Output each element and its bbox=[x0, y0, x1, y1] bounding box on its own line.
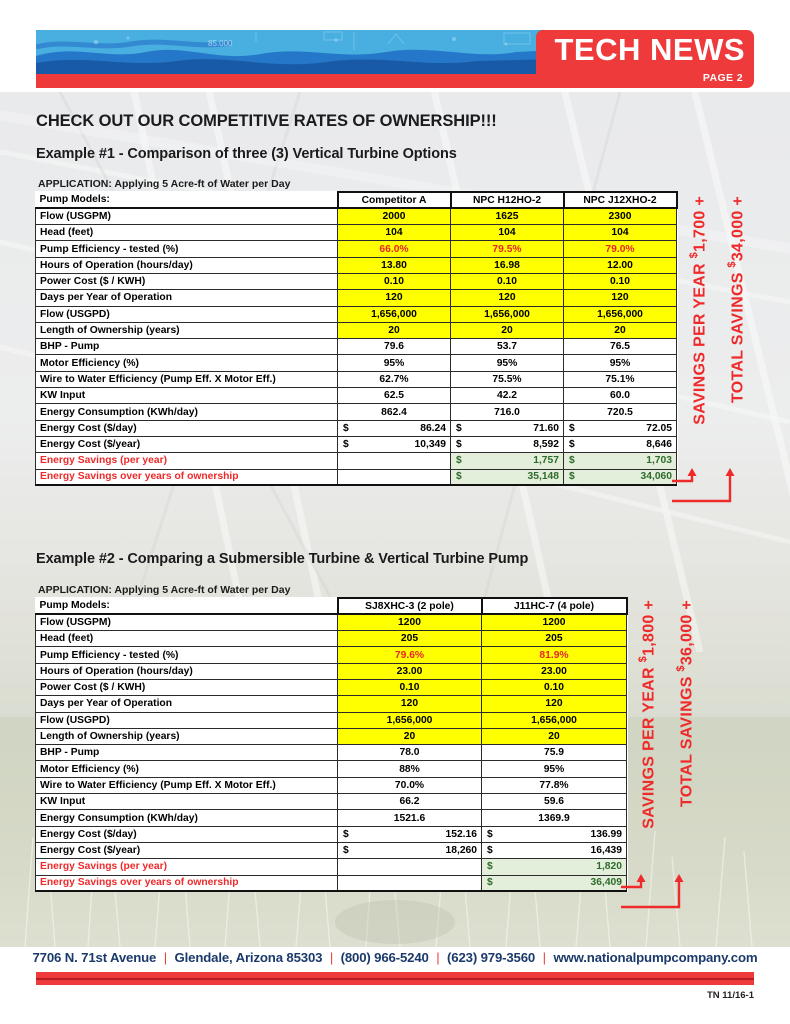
tech-news-badge bbox=[536, 30, 754, 88]
table-row bbox=[36, 436, 677, 452]
currency-symbol: $ bbox=[343, 439, 349, 451]
row-label: Energy Cost ($/day) bbox=[36, 420, 338, 436]
table-row bbox=[36, 696, 627, 712]
row-label: BHP - Pump bbox=[36, 745, 338, 761]
currency-symbol: $ bbox=[569, 422, 575, 434]
cell-value: 1,757 bbox=[533, 455, 559, 467]
example1-savings-per-year-callout bbox=[688, 196, 709, 425]
row-label: Energy Consumption (KWh/day) bbox=[36, 810, 338, 826]
table-cell bbox=[564, 436, 677, 452]
row-label: Wire to Water Efficiency (Pump Eff. X Motor Eff.) bbox=[36, 777, 338, 793]
example2-savings-per-year-callout bbox=[637, 600, 658, 829]
table-cell: 79.0% bbox=[564, 241, 677, 257]
currency-symbol: $ bbox=[487, 877, 493, 889]
currency-symbol: $ bbox=[569, 455, 575, 467]
row-label: Flow (USGPM) bbox=[36, 208, 338, 224]
callout-amount: 36,000 + bbox=[678, 600, 696, 666]
table-cell: 75.1% bbox=[564, 371, 677, 387]
footer-city-state-zip: Glendale, Arizona 85303 bbox=[174, 950, 323, 965]
table-cell: 1200 bbox=[338, 614, 482, 630]
table-cell: 104 bbox=[564, 225, 677, 241]
currency-symbol: $ bbox=[487, 845, 493, 857]
example1-table-body bbox=[36, 192, 677, 485]
callout-lead: SAVINGS PER YEAR bbox=[640, 662, 658, 829]
table-cell bbox=[451, 469, 564, 485]
table-cell: 862.4 bbox=[338, 404, 451, 420]
table-cell: 20 bbox=[338, 322, 451, 338]
footer-separator-2: | bbox=[329, 950, 334, 965]
example2-title: Example #2 - Comparing a Submersible Turbine & Vertical Turbine Pump bbox=[36, 551, 529, 567]
currency-symbol: $ bbox=[569, 471, 575, 483]
example1-comparison-table bbox=[35, 191, 678, 486]
table-cell: 95% bbox=[564, 355, 677, 371]
footer-separator-3: | bbox=[436, 950, 440, 965]
table-row bbox=[36, 257, 677, 273]
currency-symbol: $ bbox=[487, 828, 493, 840]
cell-value: 86.24 bbox=[420, 422, 446, 434]
currency-symbol: $ bbox=[343, 422, 349, 434]
table-row bbox=[36, 647, 627, 663]
callout-lead: SAVINGS PER YEAR bbox=[691, 258, 709, 425]
footer-phone-1[interactable]: (800) 966-5240 bbox=[340, 950, 429, 965]
currency-symbol: $ bbox=[456, 455, 462, 467]
banner-red-strip bbox=[36, 74, 558, 88]
column-header-1: Competitor A bbox=[338, 192, 451, 208]
table-cell: 0.10 bbox=[451, 273, 564, 289]
table-cell bbox=[564, 453, 677, 469]
table-cell bbox=[482, 875, 627, 891]
row-label: Flow (USGPM) bbox=[36, 614, 338, 630]
table-cell: 1,656,000 bbox=[338, 306, 451, 322]
water-splash-image bbox=[36, 30, 558, 74]
footer-accent-bar bbox=[36, 972, 754, 985]
example2-comparison-table bbox=[35, 597, 628, 892]
table-row bbox=[36, 371, 677, 387]
row-label: Energy Savings over years of ownership bbox=[36, 875, 338, 891]
table-cell: 1,656,000 bbox=[482, 712, 627, 728]
table-cell bbox=[482, 859, 627, 875]
table-cell: 79.6 bbox=[338, 339, 451, 355]
table-cell: 95% bbox=[338, 355, 451, 371]
table-cell: 716.0 bbox=[451, 404, 564, 420]
example1-total-savings-callout bbox=[726, 196, 747, 403]
table-cell: 104 bbox=[451, 225, 564, 241]
currency-symbol: $ bbox=[343, 828, 349, 840]
column-header-2: J11HC-7 (4 pole) bbox=[482, 598, 627, 614]
row-label: Flow (USGPD) bbox=[36, 306, 338, 322]
table-cell: 720.5 bbox=[564, 404, 677, 420]
table-cell bbox=[338, 842, 482, 858]
table-cell: 0.10 bbox=[564, 273, 677, 289]
table-cell: 53.7 bbox=[451, 339, 564, 355]
table-cell: 62.7% bbox=[338, 371, 451, 387]
table-row bbox=[36, 777, 627, 793]
table-cell bbox=[338, 436, 451, 452]
row-label: Wire to Water Efficiency (Pump Eff. X Motor Eff.) bbox=[36, 371, 338, 387]
footer-separator-1: | bbox=[163, 950, 168, 965]
table-cell: 120 bbox=[482, 696, 627, 712]
table-cell: 205 bbox=[338, 631, 482, 647]
table-cell: 23.00 bbox=[482, 663, 627, 679]
table-row bbox=[36, 453, 677, 469]
row-label: Energy Savings over years of ownership bbox=[36, 469, 338, 485]
cell-value: 71.60 bbox=[533, 422, 559, 434]
page-headline: CHECK OUT OUR COMPETITIVE RATES OF OWNERSHIP!!! bbox=[36, 112, 497, 130]
page-label: PAGE 2 bbox=[702, 72, 743, 84]
callout-amount: 1,800 + bbox=[640, 600, 658, 656]
table-cell: 2300 bbox=[564, 208, 677, 224]
row-label: Hours of Operation (hours/day) bbox=[36, 663, 338, 679]
table-cell: 104 bbox=[338, 225, 451, 241]
table-row bbox=[36, 875, 627, 891]
table-cell: 76.5 bbox=[564, 339, 677, 355]
cell-value: 8,646 bbox=[646, 439, 672, 451]
table-cell: 1,656,000 bbox=[564, 306, 677, 322]
table-row bbox=[36, 339, 677, 355]
table-cell bbox=[451, 420, 564, 436]
callout-currency: $ bbox=[688, 251, 700, 259]
table-cell: 1369.9 bbox=[482, 810, 627, 826]
example1-title: Example #1 - Comparison of three (3) Vertical Turbine Options bbox=[36, 146, 457, 162]
table-row bbox=[36, 420, 677, 436]
cell-value: 152.16 bbox=[445, 828, 477, 840]
table-cell: 13.80 bbox=[338, 257, 451, 273]
table-cell: 20 bbox=[482, 728, 627, 744]
brand-title: TECH NEWS bbox=[554, 32, 745, 67]
table-cell: 23.00 bbox=[338, 663, 482, 679]
table-cell bbox=[451, 453, 564, 469]
footer-phone-2[interactable]: (623) 979-3560 bbox=[447, 950, 536, 965]
table-cell: 79.5% bbox=[451, 241, 564, 257]
table-header-row bbox=[36, 192, 677, 208]
table-cell: 81.9% bbox=[482, 647, 627, 663]
currency-symbol: $ bbox=[343, 845, 349, 857]
table-row bbox=[36, 225, 677, 241]
table-cell bbox=[338, 453, 451, 469]
cell-value: 35,148 bbox=[527, 471, 559, 483]
table-cell bbox=[482, 842, 627, 858]
table-cell bbox=[451, 436, 564, 452]
currency-symbol: $ bbox=[456, 471, 462, 483]
row-label: Pump Efficiency - tested (%) bbox=[36, 241, 338, 257]
row-label: Head (feet) bbox=[36, 225, 338, 241]
table-cell: 42.2 bbox=[451, 388, 564, 404]
row-label: Flow (USGPD) bbox=[36, 712, 338, 728]
document-id: TN 11/16-1 bbox=[707, 990, 754, 1001]
footer-accent-bar-inner bbox=[36, 978, 754, 981]
svg-text:85.000: 85.000 bbox=[208, 39, 233, 48]
row-label: Energy Cost ($/day) bbox=[36, 826, 338, 842]
example2-total-savings-callout bbox=[675, 600, 696, 807]
column-header-3: NPC J12XHO-2 bbox=[564, 192, 677, 208]
header-banner bbox=[36, 30, 754, 88]
table-cell: 120 bbox=[451, 290, 564, 306]
table-cell: 75.5% bbox=[451, 371, 564, 387]
table-cell: 0.10 bbox=[482, 679, 627, 695]
callout-lead: TOTAL SAVINGS bbox=[729, 267, 747, 404]
table-cell: 66.0% bbox=[338, 241, 451, 257]
row-label: KW Input bbox=[36, 388, 338, 404]
table-row bbox=[36, 810, 627, 826]
table-row bbox=[36, 388, 677, 404]
cell-value: 34,060 bbox=[640, 471, 672, 483]
row-label: Motor Efficiency (%) bbox=[36, 761, 338, 777]
table-cell: 20 bbox=[338, 728, 482, 744]
cell-value: 8,592 bbox=[533, 439, 559, 451]
table-cell: 66.2 bbox=[338, 794, 482, 810]
callout-lead: TOTAL SAVINGS bbox=[678, 671, 696, 808]
currency-symbol: $ bbox=[456, 439, 462, 451]
row-label: Energy Cost ($/year) bbox=[36, 436, 338, 452]
table-cell: 120 bbox=[338, 696, 482, 712]
table-cell: 16.98 bbox=[451, 257, 564, 273]
row-label: Head (feet) bbox=[36, 631, 338, 647]
table-cell bbox=[338, 875, 482, 891]
water-graphic bbox=[36, 30, 558, 74]
currency-symbol: $ bbox=[569, 439, 575, 451]
callout-amount: 1,700 + bbox=[691, 196, 709, 252]
row-label: Energy Savings (per year) bbox=[36, 859, 338, 875]
example2-callout-arrows bbox=[621, 874, 693, 926]
table-cell: 75.9 bbox=[482, 745, 627, 761]
row-label: Power Cost ($ / KWH) bbox=[36, 679, 338, 695]
table-row bbox=[36, 859, 627, 875]
column-header-1: SJ8XHC-3 (2 pole) bbox=[338, 598, 482, 614]
table-cell bbox=[338, 469, 451, 485]
example1-callout-arrows bbox=[672, 468, 744, 520]
table-cell bbox=[338, 420, 451, 436]
table-cell: 120 bbox=[338, 290, 451, 306]
table-cell bbox=[338, 859, 482, 875]
table-row bbox=[36, 322, 677, 338]
table-cell: 20 bbox=[451, 322, 564, 338]
table-row bbox=[36, 241, 677, 257]
table-row bbox=[36, 712, 627, 728]
table-row bbox=[36, 614, 627, 630]
table-cell: 77.8% bbox=[482, 777, 627, 793]
callout-currency: $ bbox=[637, 655, 649, 663]
callout-amount: 34,000 + bbox=[729, 196, 747, 262]
table-header-row bbox=[36, 598, 627, 614]
table-cell: 78.0 bbox=[338, 745, 482, 761]
table-row bbox=[36, 761, 627, 777]
table-row bbox=[36, 842, 627, 858]
table-cell: 95% bbox=[482, 761, 627, 777]
row-label: Energy Consumption (KWh/day) bbox=[36, 404, 338, 420]
row-label: KW Input bbox=[36, 794, 338, 810]
table-row bbox=[36, 663, 627, 679]
column-header-2: NPC H12HO-2 bbox=[451, 192, 564, 208]
table-cell: 88% bbox=[338, 761, 482, 777]
table-row bbox=[36, 679, 627, 695]
cell-value: 16,439 bbox=[590, 845, 622, 857]
table-row bbox=[36, 404, 677, 420]
row-label-header: Pump Models: bbox=[39, 194, 110, 206]
table-row bbox=[36, 208, 677, 224]
row-label: Hours of Operation (hours/day) bbox=[36, 257, 338, 273]
table-cell: 95% bbox=[451, 355, 564, 371]
table-cell: 1200 bbox=[482, 614, 627, 630]
footer-address: 7706 N. 71st Avenue bbox=[32, 950, 157, 965]
table-cell bbox=[338, 826, 482, 842]
callout-currency: $ bbox=[675, 665, 687, 672]
example1-application: APPLICATION: Applying 5 Acre-ft of Water per Day bbox=[38, 178, 291, 190]
table-row bbox=[36, 745, 627, 761]
table-row bbox=[36, 631, 627, 647]
row-label: Days per Year of Operation bbox=[36, 696, 338, 712]
table-cell: 0.10 bbox=[338, 273, 451, 289]
row-label: Length of Ownership (years) bbox=[36, 322, 338, 338]
table-row bbox=[36, 306, 677, 322]
table-cell: 2000 bbox=[338, 208, 451, 224]
cell-value: 1,820 bbox=[596, 861, 622, 873]
callout-currency: $ bbox=[726, 261, 738, 268]
table-cell: 59.6 bbox=[482, 794, 627, 810]
table-cell: 120 bbox=[564, 290, 677, 306]
table-cell: 20 bbox=[564, 322, 677, 338]
footer-separator-4: | bbox=[542, 950, 546, 965]
example2-application: APPLICATION: Applying 5 Acre-ft of Water per Day bbox=[38, 584, 291, 596]
table-cell: 60.0 bbox=[564, 388, 677, 404]
table-cell: 205 bbox=[482, 631, 627, 647]
table-cell bbox=[482, 826, 627, 842]
table-cell bbox=[564, 420, 677, 436]
cell-value: 1,703 bbox=[646, 455, 672, 467]
table-row bbox=[36, 290, 677, 306]
row-label: Length of Ownership (years) bbox=[36, 728, 338, 744]
table-cell: 0.10 bbox=[338, 679, 482, 695]
row-label: Power Cost ($ / KWH) bbox=[36, 273, 338, 289]
currency-symbol: $ bbox=[456, 422, 462, 434]
table-cell: 70.0% bbox=[338, 777, 482, 793]
table-cell: 1625 bbox=[451, 208, 564, 224]
table-cell: 12.00 bbox=[564, 257, 677, 273]
row-label: BHP - Pump bbox=[36, 339, 338, 355]
table-cell: 1,656,000 bbox=[338, 712, 482, 728]
cell-value: 136.99 bbox=[590, 828, 622, 840]
table-cell: 79.6% bbox=[338, 647, 482, 663]
table-cell: 1,656,000 bbox=[451, 306, 564, 322]
cell-value: 10,349 bbox=[414, 439, 446, 451]
table-row bbox=[36, 273, 677, 289]
table-row bbox=[36, 826, 627, 842]
currency-symbol: $ bbox=[487, 861, 493, 873]
cell-value: 36,409 bbox=[590, 877, 622, 889]
table-row bbox=[36, 728, 627, 744]
row-label: Energy Cost ($/year) bbox=[36, 842, 338, 858]
table-cell bbox=[564, 469, 677, 485]
table-cell: 1521.6 bbox=[338, 810, 482, 826]
footer-contact-line bbox=[0, 950, 790, 965]
cell-value: 18,260 bbox=[445, 845, 477, 857]
table-row bbox=[36, 469, 677, 485]
row-label-header: Pump Models: bbox=[39, 600, 110, 612]
row-label: Days per Year of Operation bbox=[36, 290, 338, 306]
table-row bbox=[36, 794, 627, 810]
example2-table-body bbox=[36, 598, 627, 891]
footer-website-link[interactable]: www.nationalpumpcompany.com bbox=[553, 950, 758, 965]
row-label: Energy Savings (per year) bbox=[36, 453, 338, 469]
table-cell: 62.5 bbox=[338, 388, 451, 404]
cell-value: 72.05 bbox=[646, 422, 672, 434]
row-label: Motor Efficiency (%) bbox=[36, 355, 338, 371]
table-row bbox=[36, 355, 677, 371]
row-label: Pump Efficiency - tested (%) bbox=[36, 647, 338, 663]
